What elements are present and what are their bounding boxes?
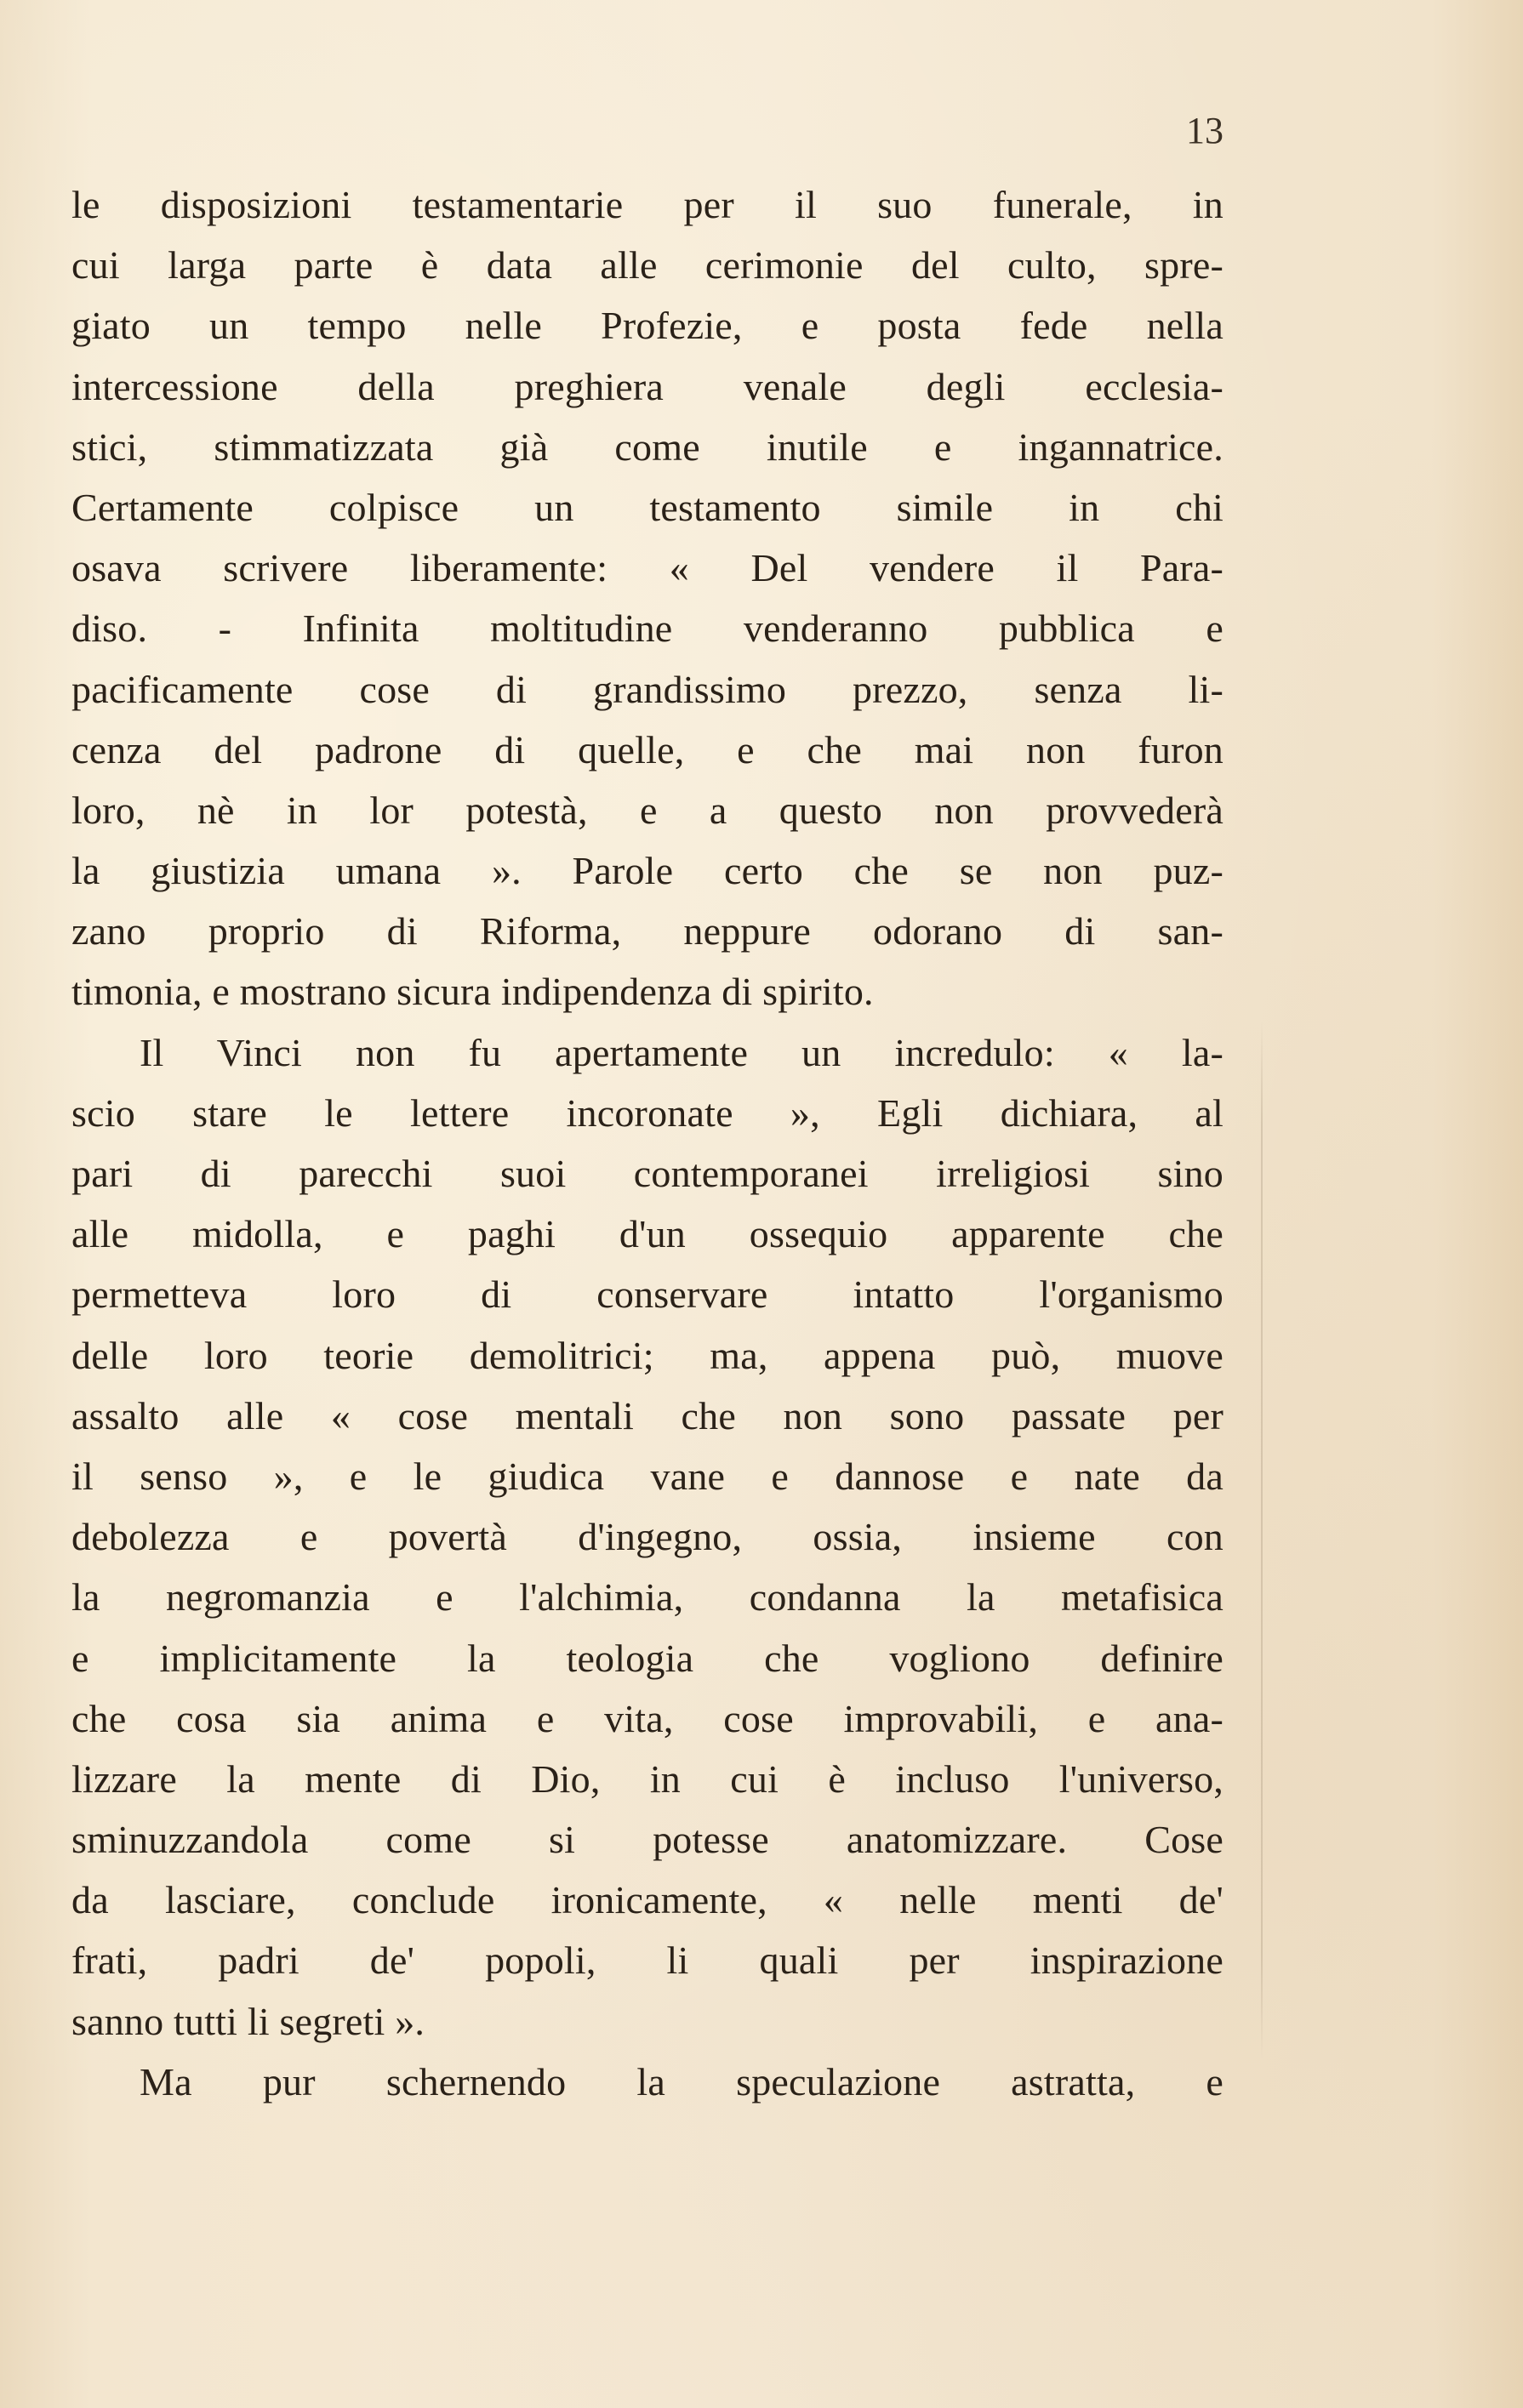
text-line: osava scrivere liberamente: « Del vendere il Para-: [71, 546, 1224, 590]
text-line: debolezza e povertà d'ingegno, ossia, insieme con: [71, 1515, 1224, 1559]
text-line: permetteva loro di conservare intatto l'organismo: [71, 1272, 1224, 1317]
text-line: diso. - Infinita moltitudine venderanno pubblica e: [71, 606, 1224, 651]
text-line: sanno tutti li segreti ».: [71, 1999, 425, 2043]
text-line: Certamente colpisce un testamento simile in chi: [71, 485, 1224, 529]
text-line: che cosa sia anima e vita, cose improvabili, e ana-: [71, 1696, 1224, 1740]
text-line: cenza del padrone di quelle, e che mai non furon: [71, 727, 1224, 771]
text-line: intercessione della preghiera venale degli ecclesia-: [71, 364, 1224, 408]
text-line: cui larga parte è data alle cerimonie del culto, spre-: [71, 243, 1224, 287]
text-line: da lasciare, conclude ironicamente, « nelle menti de': [71, 1878, 1224, 1922]
text-line: il senso », e le giudica vane e dannose e nate da: [71, 1454, 1224, 1498]
text-line: assalto alle « cose mentali che non sono passate per: [71, 1393, 1224, 1437]
text-line: giato un tempo nelle Profezie, e posta fede nella: [71, 304, 1224, 348]
text-line: loro, nè in lor potestà, e a questo non provvederà: [71, 788, 1224, 832]
text-line: scio stare le lettere incoronate », Egli dichiara, al: [71, 1090, 1224, 1135]
text-line: stici, stimmatizzata già come inutile e ingannatrice.: [71, 424, 1224, 469]
margin-bleed-rule: [1261, 1021, 1263, 2058]
text-line: e implicitamente la teologia che vogliono definire: [71, 1636, 1224, 1680]
page-number: 13: [1186, 110, 1224, 151]
text-line: zano proprio di Riforma, neppure odorano di san-: [71, 909, 1224, 954]
text-line: frati, padri de' popoli, li quali per inspirazione: [71, 1938, 1224, 1983]
text-line: pacificamente cose di grandissimo prezzo, senza li-: [71, 667, 1224, 711]
text-line: le disposizioni testamentarie per il suo funerale, in: [71, 183, 1224, 226]
text-line: pari di parecchi suoi contemporanei irreligiosi sino: [71, 1152, 1224, 1195]
text-line: delle loro teorie demolitrici; ma, appena può, muove: [71, 1333, 1224, 1377]
text-line: la negromanzia e l'alchimia, condanna la metafisica: [71, 1575, 1224, 1620]
paragraph-start-line: Il Vinci non fu apertamente un incredulo: « la-: [140, 1030, 1224, 1074]
paragraph-start-line: Ma pur schernendo la speculazione astratta, e: [140, 2059, 1224, 2103]
body-text: [71, 174, 1224, 2112]
text-line: la giustizia umana ». Parole certo che se non puz-: [71, 849, 1224, 893]
text-line: lizzare la mente di Dio, in cui è incluso l'universo,: [71, 1756, 1224, 1801]
text-line: sminuzzandola come si potesse anatomizzare. Cose: [71, 1818, 1224, 1862]
text-line: alle midolla, e paghi d'un ossequio apparente che: [71, 1212, 1224, 1256]
text-line: timonia, e mostrano sicura indipendenza di spirito.: [71, 970, 874, 1014]
